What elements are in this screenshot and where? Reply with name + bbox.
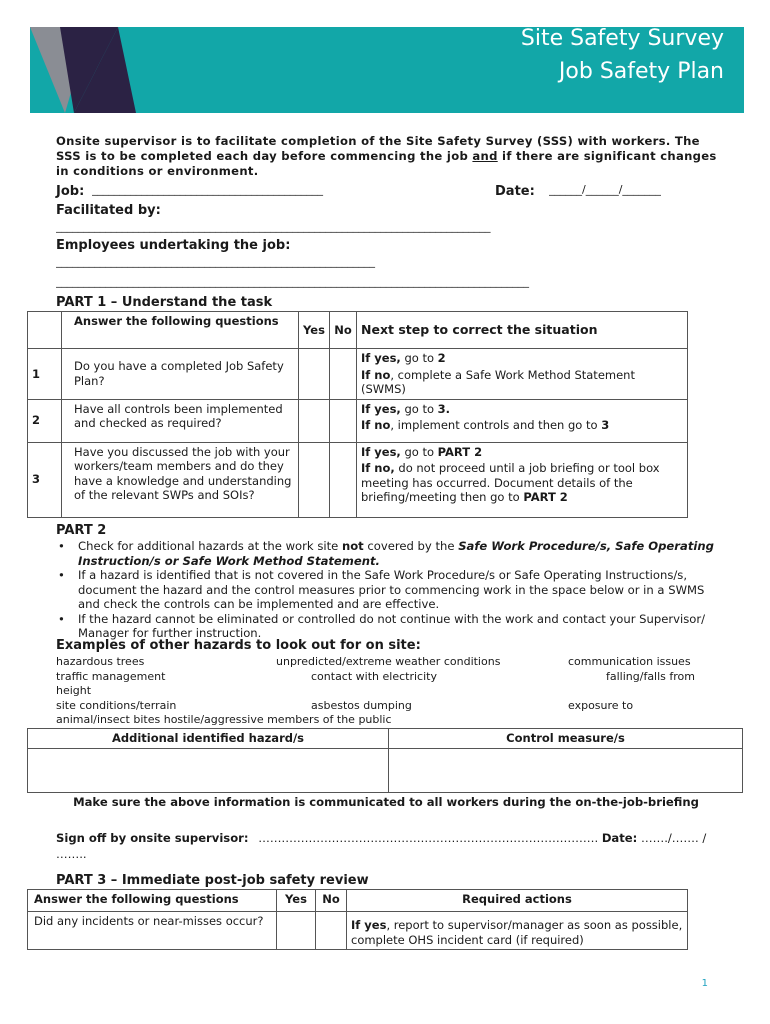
- question-text: Do you have a completed Job Safety Plan?: [62, 349, 299, 400]
- bullet-item: • If the hazard cannot be eliminated or controlled do not continue with the work and contact your Supervisor/ Manager for further instruction.: [56, 612, 718, 641]
- bullet-item: • If a hazard is identified that is not covered in the Safe Work Procedure/s or Safe Operating Instructions/s, document the hazard and the control measures prior to commencing work in the space below or in a SWMS and check the controls can be implemented and are effective.: [56, 568, 718, 612]
- job-line[interactable]: __________________________________________: [92, 183, 323, 196]
- hazard-item: hazardous trees: [56, 655, 145, 668]
- header-title-line1: Site Safety Survey: [520, 26, 724, 51]
- facilitated-line[interactable]: _______________________________________________________________________________: [56, 220, 491, 233]
- hazard-item: exposure to: [568, 699, 634, 712]
- part3-table: [27, 889, 688, 950]
- hazard-item: traffic management: [56, 670, 166, 683]
- signoff-line: [56, 830, 716, 862]
- header-title-line2: Job Safety Plan: [558, 59, 724, 84]
- no-checkbox[interactable]: [330, 399, 357, 442]
- bullet-item: • Check for additional hazards at the work site not covered by the Safe Work Procedure/s, Safe Operating Instruction/s or Safe Work Method Statement.: [56, 539, 718, 568]
- hazard-item: falling/falls from: [606, 670, 695, 683]
- job-label: Job:: [56, 184, 85, 199]
- question-text: Have you discussed the job with your workers/team members and do they have a knowledge and understanding of the relevant SWPs and SOIs?: [62, 442, 299, 517]
- actions-cell: If yes, report to supervisor/manager as soon as possible, complete OHS incident card (if required): [347, 912, 688, 950]
- no-header: No: [316, 890, 347, 912]
- next-step-header: Next step to correct the situation: [357, 312, 688, 349]
- control-input-cell[interactable]: [389, 749, 743, 793]
- part2-title: PART 2: [56, 523, 107, 538]
- hazard-input-cell[interactable]: [28, 749, 389, 793]
- next-step-cell: If yes, go to PART 2 If no, do not proceed until a job briefing or tool box meeting has occurred. Document details of the briefing/meeting then go to PART 2: [357, 442, 688, 517]
- no-header: No: [330, 312, 357, 349]
- question-header: Answer the following questions: [28, 890, 277, 912]
- hazard-item: communication issues: [568, 655, 691, 668]
- table-row: [28, 442, 688, 517]
- facilitated-label: Facilitated by:: [56, 203, 161, 218]
- part3-title: PART 3 – Immediate post-job safety review: [56, 873, 369, 888]
- row-number: 1: [28, 349, 62, 400]
- hazard-item: height: [56, 684, 92, 697]
- yes-checkbox[interactable]: [299, 349, 330, 400]
- intro-paragraph: Onsite supervisor is to facilitate completion of the Site Safety Survey (SSS) with workers. The SSS is to be completed each day before commencing the job and if there are significant changes in conditions or environment.: [56, 134, 717, 178]
- no-checkbox[interactable]: [316, 912, 347, 950]
- date-label: Date:: [495, 184, 535, 199]
- hazard-item: unpredicted/extreme weather conditions: [276, 655, 501, 668]
- examples-title: Examples of other hazards to look out for on site:: [56, 638, 421, 653]
- hazard-control-table: [27, 728, 743, 793]
- yes-checkbox[interactable]: [299, 399, 330, 442]
- yes-header: Yes: [277, 890, 316, 912]
- part1-table: [27, 311, 688, 518]
- row-number: 3: [28, 442, 62, 517]
- hazard-item: contact with electricity: [311, 670, 437, 683]
- employees-line-2[interactable]: ______________________________________________________________________________________: [56, 275, 529, 288]
- table-row: [28, 912, 688, 950]
- signoff-label: Sign off by onsite supervisor:: [56, 831, 249, 845]
- next-step-cell: If yes, go to 3. If no, implement controls and then go to 3: [357, 399, 688, 442]
- date-line[interactable]: ______/______/_______: [549, 183, 661, 196]
- row-number: 2: [28, 399, 62, 442]
- table-row: [28, 399, 688, 442]
- signoff-date-field-tail[interactable]: ……..: [56, 847, 87, 861]
- yes-header: Yes: [299, 312, 330, 349]
- question-header: Answer the following questions: [62, 312, 299, 349]
- part1-title: PART 1 – Understand the task: [56, 295, 273, 310]
- num-header-cell: [28, 312, 62, 349]
- signoff-date-field[interactable]: ……./……. /: [641, 831, 707, 845]
- control-header: Control measure/s: [389, 729, 743, 749]
- no-checkbox[interactable]: [330, 349, 357, 400]
- logo-triangles-icon: [30, 27, 140, 113]
- employees-line-1[interactable]: __________________________________________________________: [56, 255, 375, 268]
- hazard-item: asbestos dumping: [311, 699, 412, 712]
- yes-checkbox[interactable]: [299, 442, 330, 517]
- hazard-item: animal/insect bites hostile/aggressive members of the public: [56, 713, 392, 726]
- question-text: Did any incidents or near-misses occur?: [28, 912, 277, 950]
- communication-notice: Make sure the above information is communicated to all workers during the on-the-job-briefing: [73, 795, 699, 809]
- next-step-cell: If yes, go to 2 If no, complete a Safe Work Method Statement (SWMS): [357, 349, 688, 400]
- part2-bullets: [56, 539, 718, 641]
- signoff-field[interactable]: …………………………………………………………………………….: [258, 831, 599, 845]
- yes-checkbox[interactable]: [277, 912, 316, 950]
- page-number: 1: [701, 978, 708, 989]
- actions-header: Required actions: [347, 890, 688, 912]
- no-checkbox[interactable]: [330, 442, 357, 517]
- question-text: Have all controls been implemented and checked as required?: [62, 399, 299, 442]
- hazard-header: Additional identified hazard/s: [28, 729, 389, 749]
- signoff-date-label: Date:: [601, 831, 638, 845]
- employees-label: Employees undertaking the job:: [56, 238, 291, 253]
- table-row: [28, 349, 688, 400]
- hazard-item: site conditions/terrain: [56, 699, 177, 712]
